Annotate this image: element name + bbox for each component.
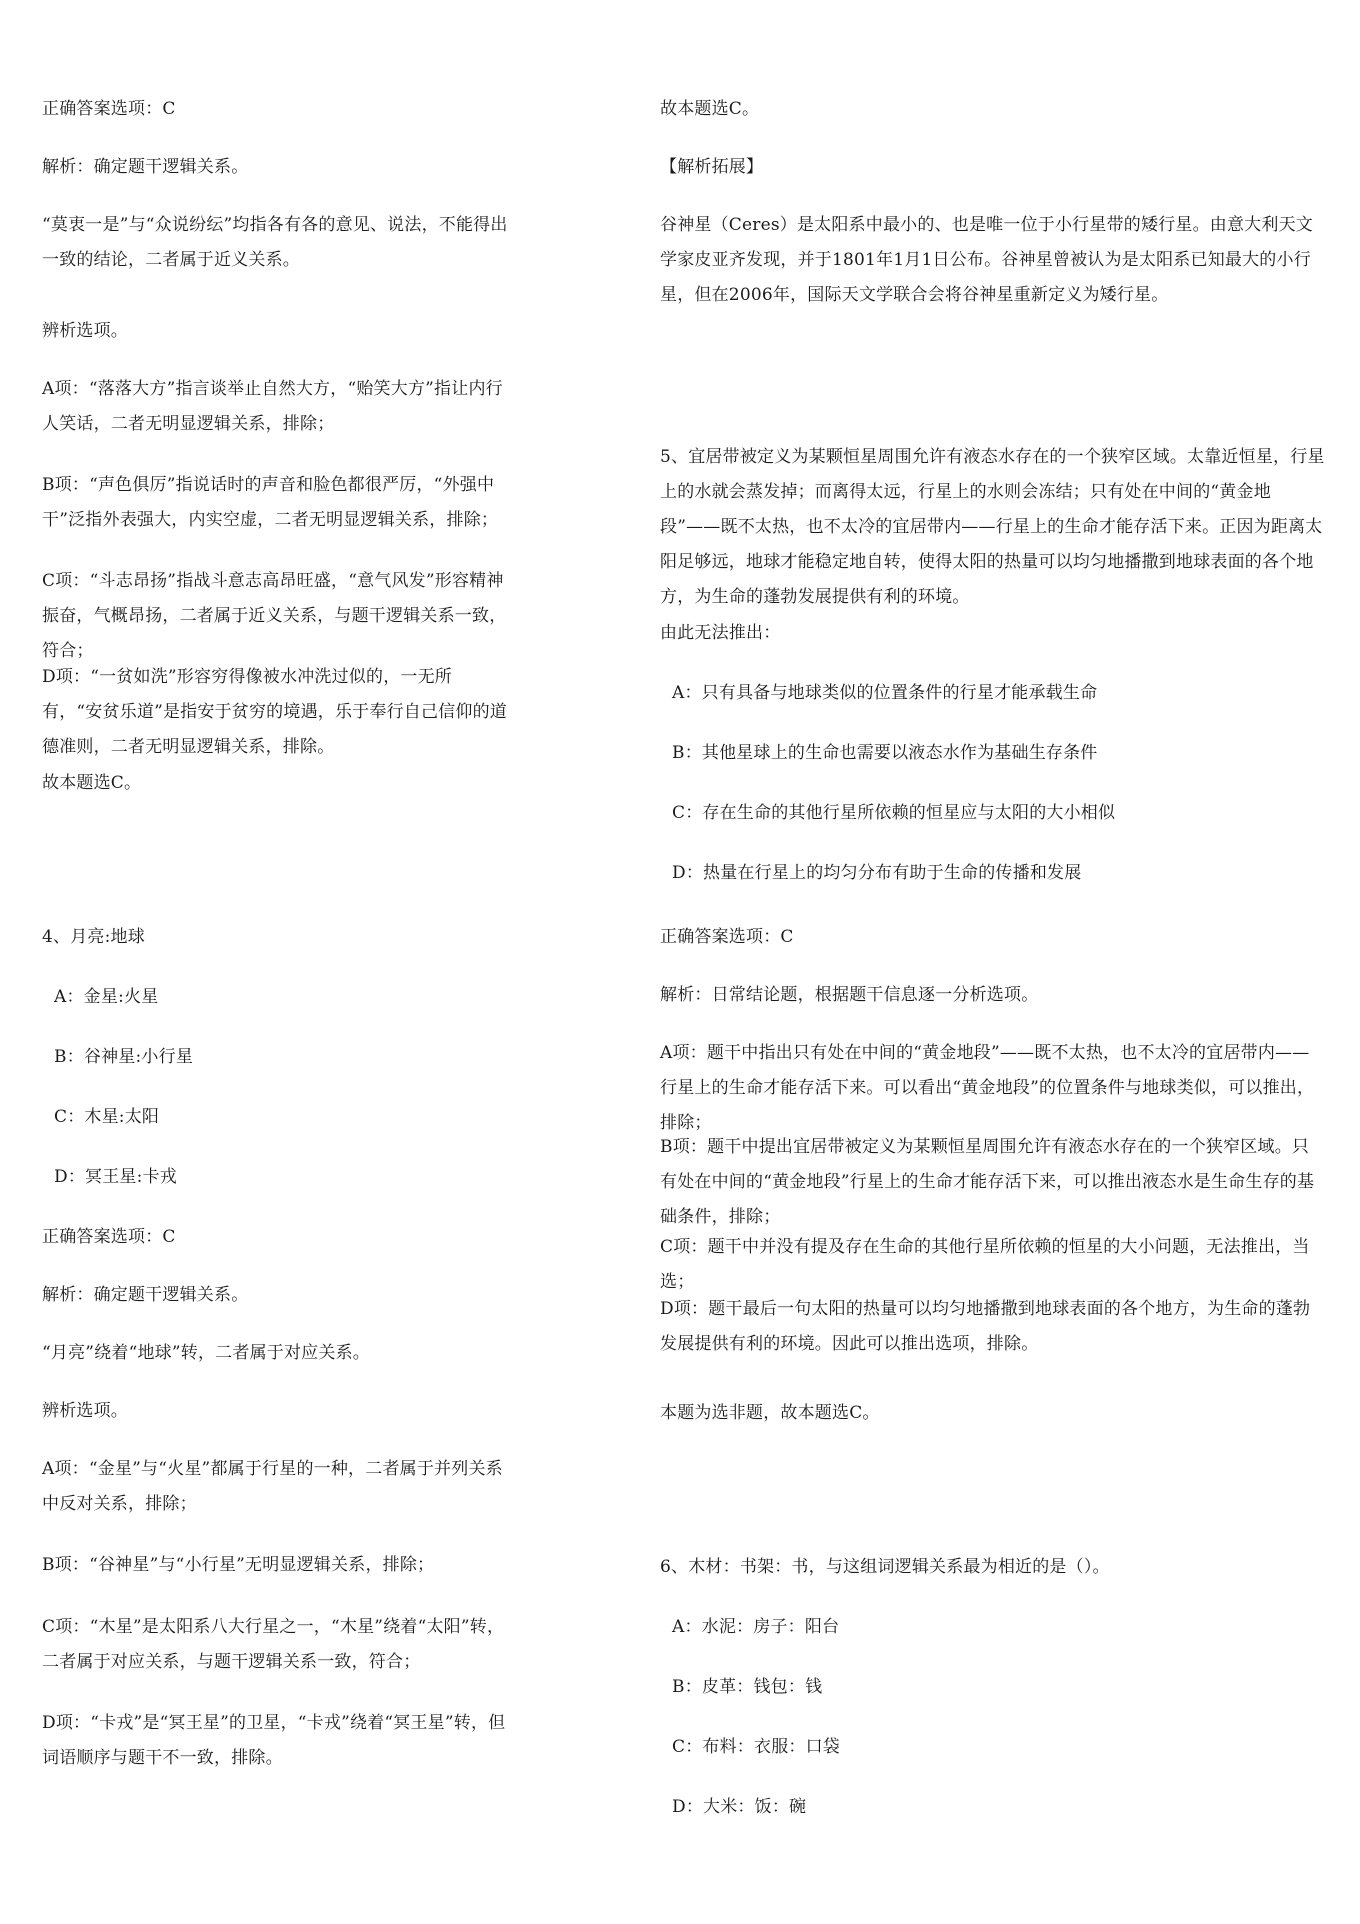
q4-check-options: 辨析选项。 (42, 1401, 128, 1421)
q4-title: 4、月亮:地球 (42, 927, 145, 947)
q5-question: 由此无法推出： (660, 623, 781, 643)
q4-explain-a: A项：“金星”与“火星”都属于行星的一种，二者属于并列关系中反对关系，排除； (42, 1459, 503, 1514)
q3-check-options: 辨析选项。 (42, 321, 128, 341)
q4-explain-b: B项：“谷神星”与“小行星”无明显逻辑关系，排除； (42, 1555, 435, 1575)
q5-option-c: C：存在生命的其他行星所依赖的恒星应与太阳的大小相似 (672, 803, 1116, 823)
q4-option-b: B：谷神星:小行星 (54, 1047, 194, 1067)
q4-explain-d: D项：“卡戎”是“冥王星”的卫星，“卡戎”绕着“冥王星”转，但词语顺序与题干不一致，排除。 (42, 1713, 506, 1768)
q5-stem: 5、宜居带被定义为某颗恒星周围允许有液态水存在的一个狭窄区域。太靠近恒星，行星上的水就会蒸发掉；而离得太远，行星上的水则会冻结；只有处在中间的“黄金地段”——既不太热，也不太冷的宜居带内——行星上的生命才能存活下来。正因为距离太阳足够远，地球才能稳定地自转，使得太阳的热量可以均匀地播撒到地球表面的各个地方，为生命的蓬勃发展提供有利的环境。 (660, 447, 1325, 607)
q4-option-c: C：木星:太阳 (54, 1107, 160, 1127)
q4-answer: 正确答案选项：C (42, 1227, 176, 1247)
q3-stem: “莫衷一是”与“众说纷纭”均指各有各的意见、说法，不能得出一致的结论，二者属于近义关系。 (42, 215, 508, 270)
q4-conclusion: 故本题选C。 (660, 99, 760, 119)
q3-explain-d: D项：“一贫如洗”形容穷得像被水冲洗过似的，一无所有，“安贫乐道”是指安于贫穷的境遇，乐于奉行自己信仰的道德准则，二者无明显逻辑关系，排除。 (42, 667, 507, 757)
q4-explain-c: C项：“木星”是太阳系八大行星之一，“木星”绕着“太阳”转，二者属于对应关系，与题干逻辑关系一致，符合； (42, 1617, 505, 1672)
q6-option-c: C：布料：衣服：口袋 (672, 1737, 841, 1757)
q3-answer: 正确答案选项：C (42, 99, 176, 119)
q5-option-a: A：只有具备与地球类似的位置条件的行星才能承载生命 (672, 683, 1098, 703)
q5-explain-c: C项：题干中并没有提及存在生命的其他行星所依赖的恒星的大小问题，无法推出，当选； (660, 1237, 1310, 1292)
q6-title: 6、木材：书架：书，与这组词逻辑关系最为相近的是（）。 (660, 1557, 1110, 1577)
q5-explain-b: B项：题干中提出宜居带被定义为某颗恒星周围允许有液态水存在的一个狭窄区域。只有处在中间的“黄金地段”行星上的生命才能存活下来，可以推出液态水是生命生存的基础条件，排除； (660, 1137, 1315, 1227)
q6-option-d: D：大米：饭：碗 (672, 1797, 807, 1817)
q5-option-d: D：热量在行星上的均匀分布有助于生命的传播和发展 (672, 863, 1082, 883)
q4-extension-body: 谷神星（Ceres）是太阳系中最小的、也是唯一位于小行星带的矮行星。由意大利天文学家皮亚齐发现，并于1801年1月1日公布。谷神星曾被认为是太阳系已知最大的小行星，但在2006年，国际天文学联合会将谷神星重新定义为矮行星。 (660, 215, 1313, 305)
q5-option-b: B：其他星球上的生命也需要以液态水作为基础生存条件 (672, 743, 1098, 763)
q3-conclusion: 故本题选C。 (42, 773, 142, 793)
q6-option-a: A：水泥：房子：阳台 (672, 1617, 840, 1637)
q5-explain-a: A项：题干中指出只有处在中间的“黄金地段”——既不太热，也不太冷的宜居带内——行星上的生命才能存活下来。可以看出“黄金地段”的位置条件与地球类似，可以推出，排除； (660, 1043, 1315, 1133)
q4-option-a: A：金星:火星 (54, 987, 159, 1007)
q6-option-b: B：皮革：钱包：钱 (672, 1677, 823, 1697)
q5-explain-d: D项：题干最后一句太阳的热量可以均匀地播撒到地球表面的各个地方，为生命的蓬勃发展提供有利的环境。因此可以推出选项，排除。 (660, 1299, 1311, 1354)
q5-conclusion: 本题为选非题，故本题选C。 (660, 1403, 880, 1423)
q4-analysis: 解析：确定题干逻辑关系。 (42, 1285, 249, 1305)
q5-analysis: 解析：日常结论题，根据题干信息逐一分析选项。 (660, 985, 1039, 1005)
q3-explain-a: A项：“落落大方”指言谈举止自然大方，“贻笑大方”指让内行人笑话，二者无明显逻辑关系，排除； (42, 379, 503, 434)
q4-stem: “月亮”绕着“地球”转，二者属于对应关系。 (42, 1343, 370, 1363)
q3-analysis: 解析：确定题干逻辑关系。 (42, 157, 249, 177)
q3-explain-b: B项：“声色俱厉”指说话时的声音和脸色都很严厉，“外强中干”泛指外表强大，内实空虚，二者无明显逻辑关系，排除； (42, 475, 499, 530)
q4-option-d: D：冥王星:卡戎 (54, 1167, 177, 1187)
q4-extension-title: 【解析拓展】 (660, 157, 764, 177)
q3-explain-c: C项：“斗志昂扬”指战斗意志高昂旺盛，“意气风发”形容精神振奋，气概昂扬，二者属于近义关系，与题干逻辑关系一致，符合； (42, 571, 507, 661)
q5-answer: 正确答案选项：C (660, 927, 794, 947)
